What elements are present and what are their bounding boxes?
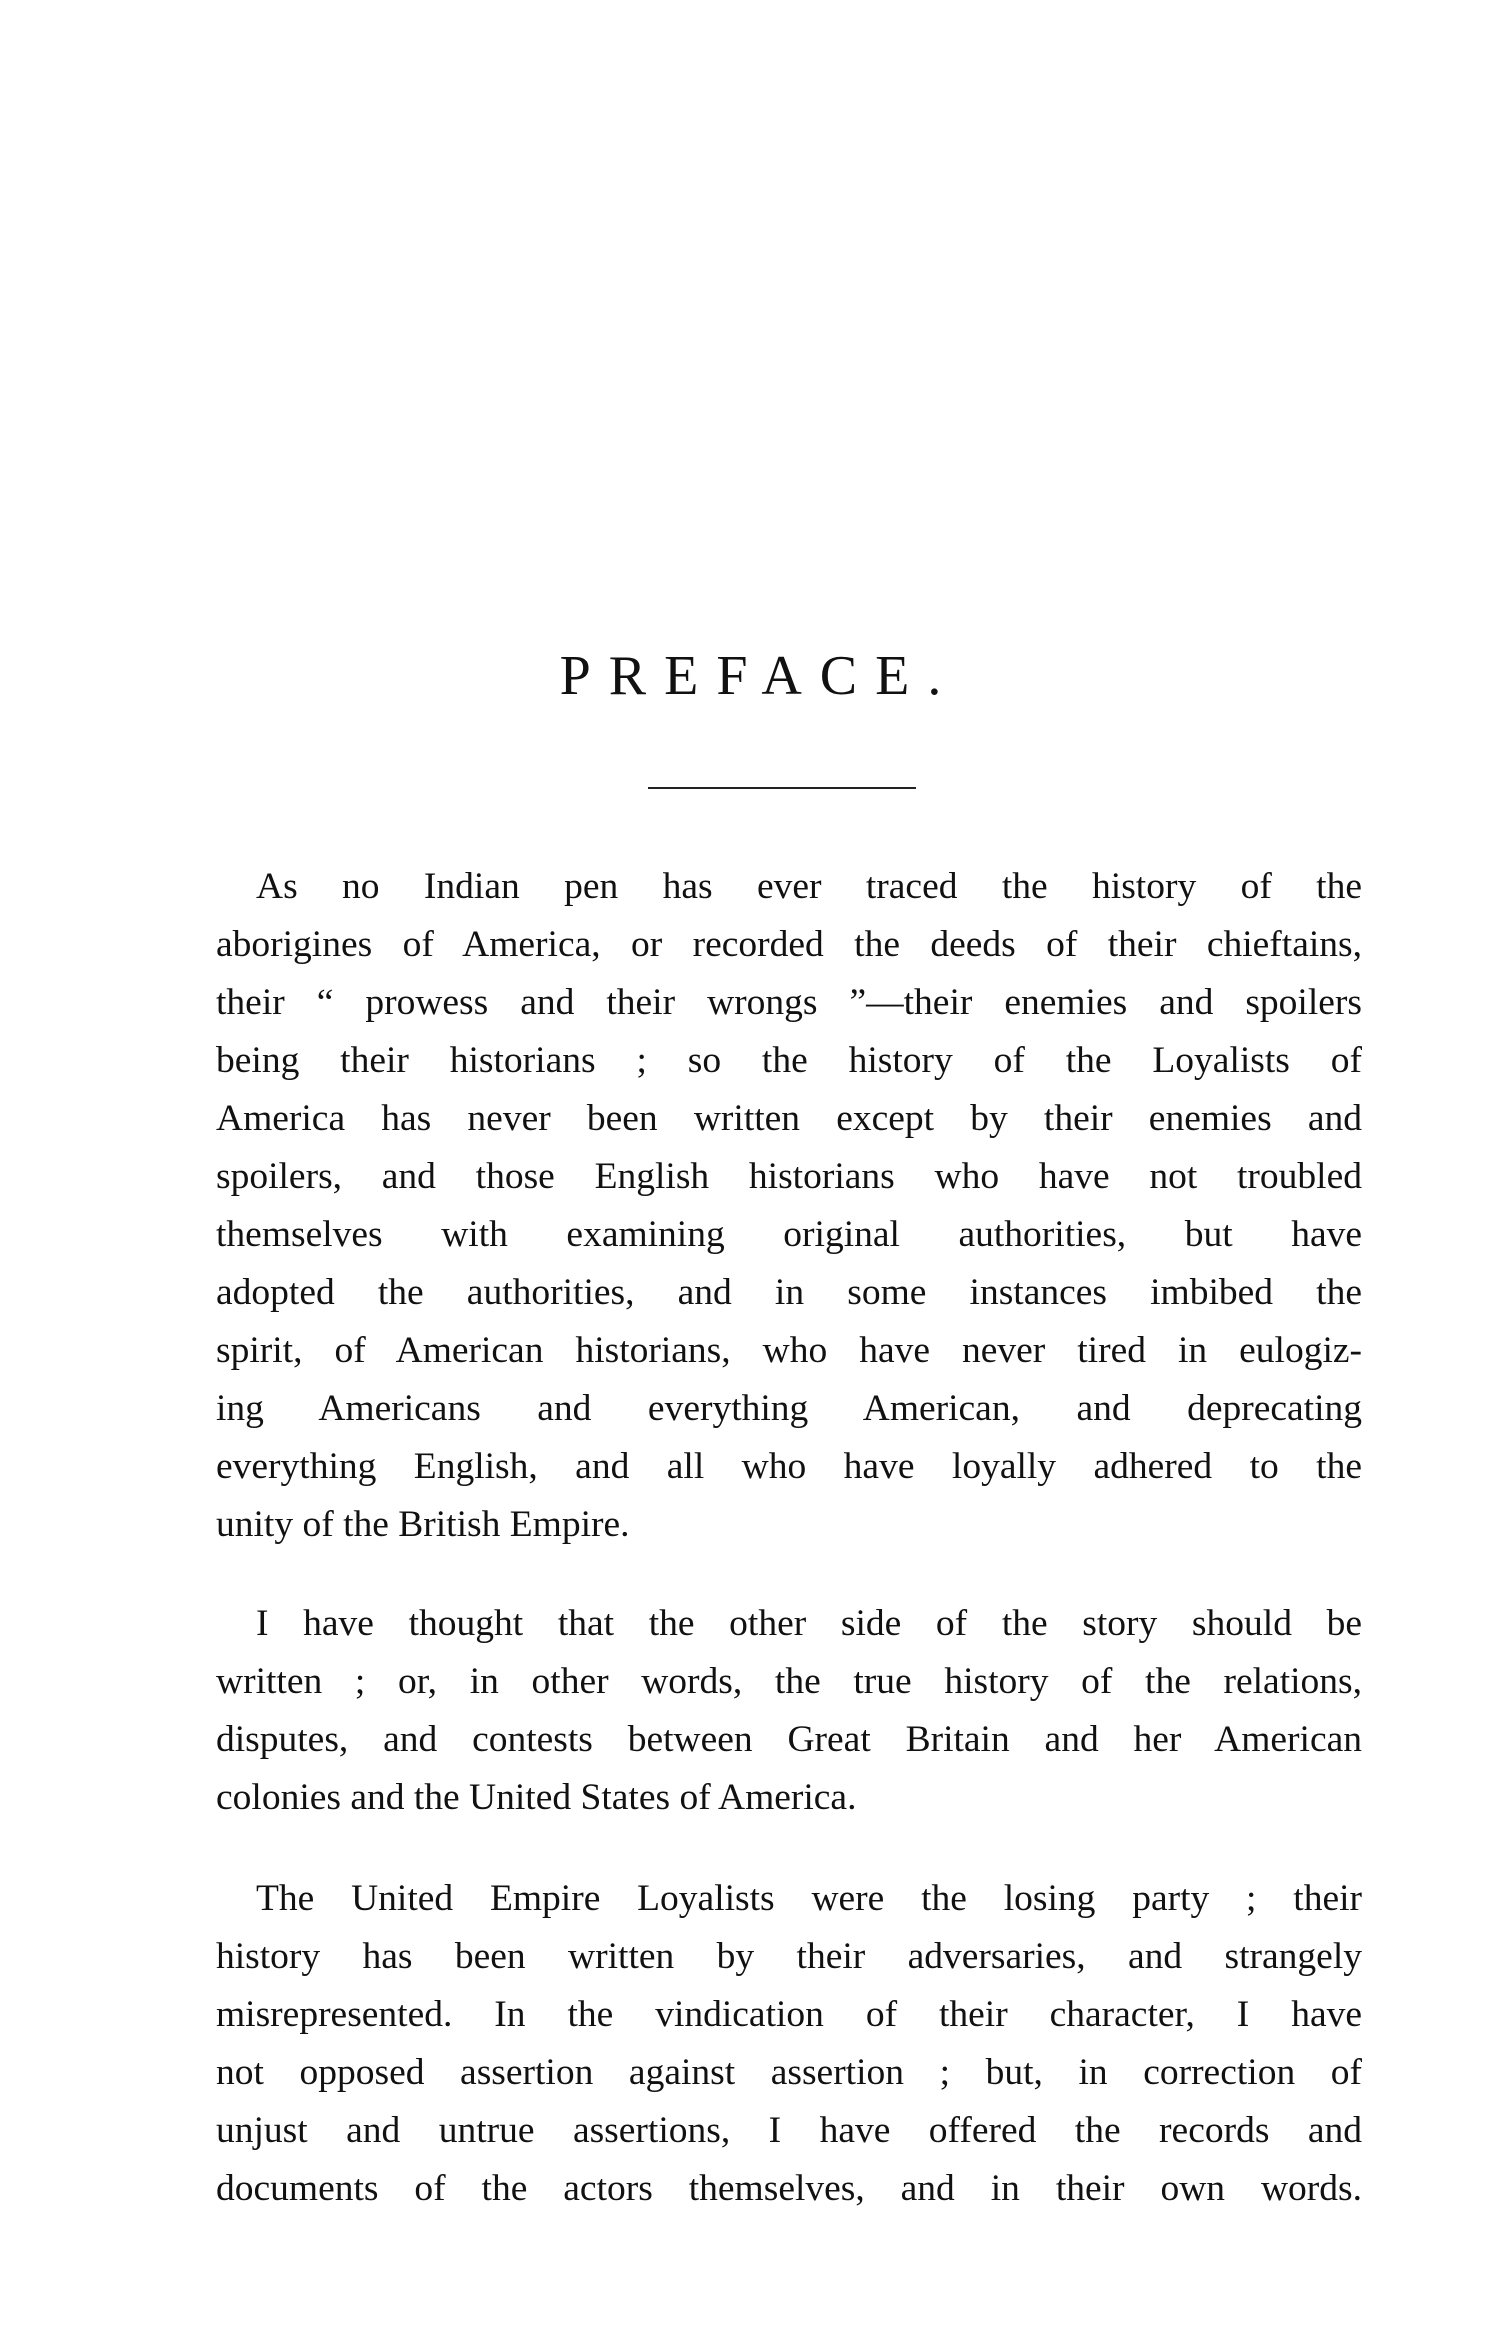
text-line: everything English, and all who have loyally adhered to the	[216, 1446, 1362, 1487]
text-line: documents of the actors themselves, and in their own words.	[216, 2168, 1362, 2209]
paragraph-1	[216, 858, 1362, 1554]
text-line: As no Indian pen has ever traced the history of the	[256, 866, 1362, 907]
text-line: unity of the British Empire.	[216, 1504, 630, 1545]
page-title: PREFACE.	[559, 645, 960, 707]
text-line: history has been written by their adversaries, and strangely	[216, 1936, 1362, 1977]
text-line: America has never been written except by their enemies and	[216, 1098, 1362, 1139]
text-line: The United Empire Loyalists were the losing party ; their	[256, 1878, 1362, 1919]
text-line: spirit, of American historians, who have never tired in eulogiz-	[216, 1330, 1362, 1371]
title-divider	[648, 787, 916, 789]
paragraph-3	[216, 1870, 1362, 2218]
text-line: written ; or, in other words, the true history of the relations,	[216, 1661, 1362, 1702]
text-line: spoilers, and those English historians who have not troubled	[216, 1156, 1362, 1197]
text-line: themselves with examining original authorities, but have	[216, 1214, 1362, 1255]
text-line: not opposed assertion against assertion ; but, in correction of	[216, 2052, 1362, 2093]
text-line: disputes, and contests between Great Britain and her American	[216, 1719, 1362, 1760]
text-line: misrepresented. In the vindication of their character, I have	[216, 1994, 1362, 2035]
text-line: being their historians ; so the history of the Loyalists of	[216, 1040, 1362, 1081]
text-line: aborigines of America, or recorded the deeds of their chieftains,	[216, 924, 1362, 965]
text-line: ing Americans and everything American, and deprecating	[216, 1388, 1362, 1429]
text-line: colonies and the United States of America.	[216, 1777, 857, 1818]
text-line: unjust and untrue assertions, I have offered the records and	[216, 2110, 1362, 2151]
paragraph-2	[216, 1595, 1362, 1827]
text-line: adopted the authorities, and in some instances imbibed the	[216, 1272, 1362, 1313]
text-line: their “ prowess and their wrongs ”—their enemies and spoilers	[216, 982, 1362, 1023]
text-line: I have thought that the other side of the story should be	[256, 1603, 1362, 1644]
